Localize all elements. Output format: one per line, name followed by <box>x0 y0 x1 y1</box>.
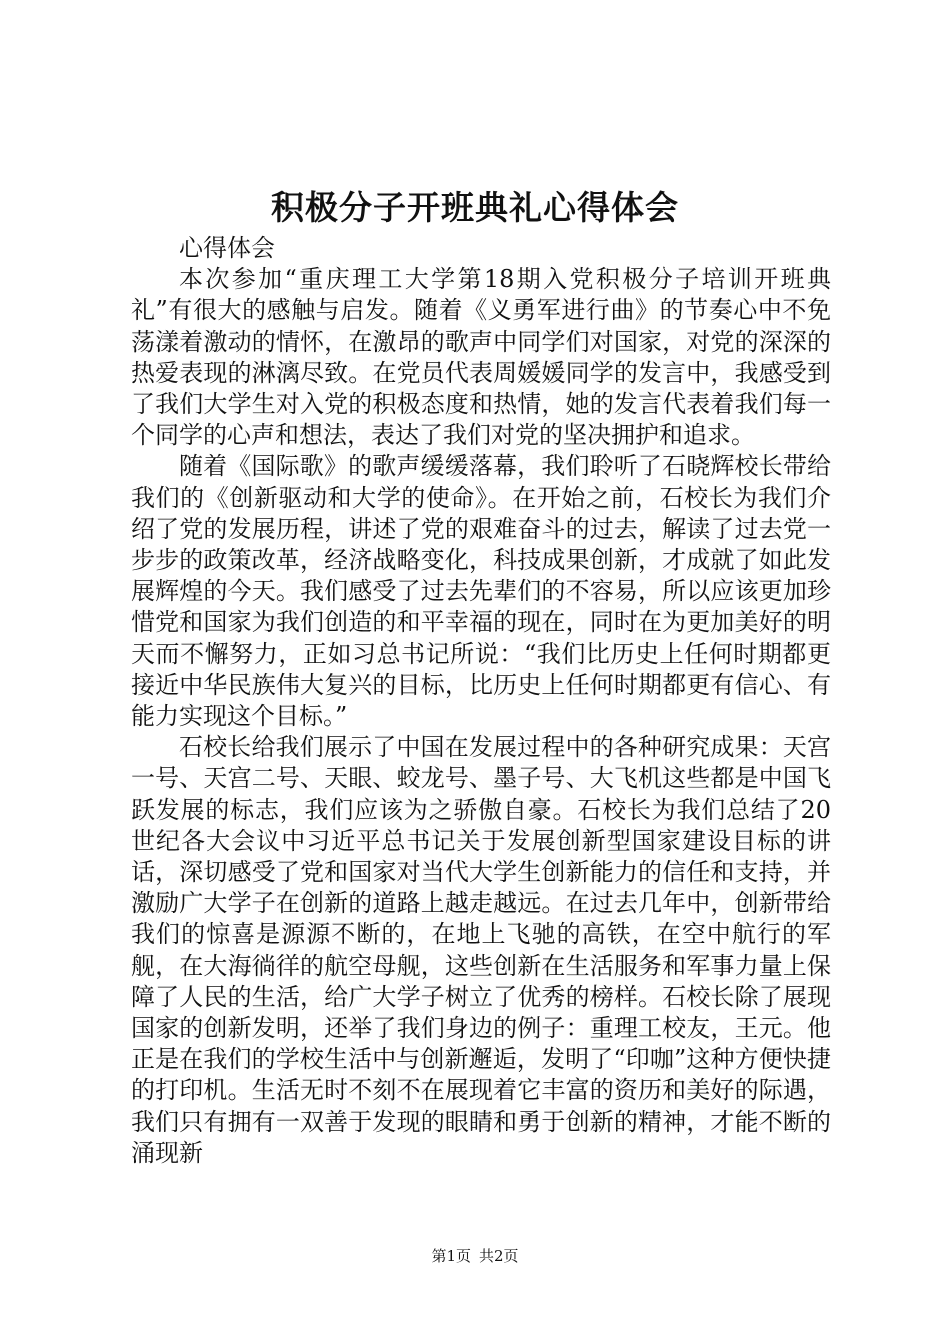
page-number: 第1页 <box>431 1247 471 1265</box>
paragraph-2: 随着《国际歌》的歌声缓缓落幕，我们聆听了石晓辉校长带给我们的《创新驱动和大学的使命》。在开始之前，石校长为我们介绍了党的发展历程，讲述了党的艰难奋斗的过去，解读了过去党一步步的政策改革，经济战略变化，科技成果创新，才成就了如此发展辉煌的今天。我们感受了过去先辈们的不容易，所以应该更加珍惜党和国家为我们创造的和平幸福的现在，同时在为更加美好的明天而不懈努力，正如习总书记所说：“我们比历史上任何时期都更接近中华民族伟大复兴的目标，比历史上任何时期都更有信心、有能力实现这个目标。” <box>131 452 831 731</box>
document-title: 积极分子开班典礼心得体会 <box>271 188 679 227</box>
paragraph-1: 本次参加“重庆理工大学第18期入党积极分子培训开班典礼”有很大的感触与启发。随着《义勇军进行曲》的节奏心中不免荡漾着激动的情怀，在激昂的歌声中同学们对国家，对党的深深的热爱表现的淋漓尽致。在党员代表周媛媛同学的发言中，我感受到了我们大学生对入党的积极态度和热情，她的发言代表着我们每一个同学的心声和想法，表达了我们对党的坚决拥护和追求。 <box>131 265 831 450</box>
paragraph-3: 石校长给我们展示了中国在发展过程中的各种研究成果：天宫一号、天宫二号、天眼、蛟龙号、墨子号、大飞机这些都是中国飞跃发展的标志，我们应该为之骄傲自豪。石校长为我们总结了20世纪各大会议中习近平总书记关于发展创新型国家建设目标的讲话，深切感受了党和国家对当代大学生创新能力的信任和支持，并激励广大学子在创新的道路上越走越远。在过去几年中，创新带给我们的惊喜是源源不断的，在地上飞驰的高铁，在空中航行的军舰，在大海徜徉的航空母舰，这些创新在生活服务和军事力量上保障了人民的生活，给广大学子树立了优秀的榜样。石校长除了展现国家的创新发明，还举了我们身边的例子：重理工校友，王元。他正是在我们的学校生活中与创新邂逅，发明了“印咖”这种方便快捷的打印机。生活无时不刻不在展现着它丰富的资历和美好的际遇，我们只有拥有一双善于发现的眼睛和勇于创新的精神，才能不断的涌现新 <box>131 733 831 1167</box>
page-total: 共2页 <box>479 1247 519 1265</box>
page-footer <box>0 1246 950 1266</box>
document-body <box>131 233 831 1169</box>
paragraph-subheading: 心得体会 <box>179 234 275 262</box>
